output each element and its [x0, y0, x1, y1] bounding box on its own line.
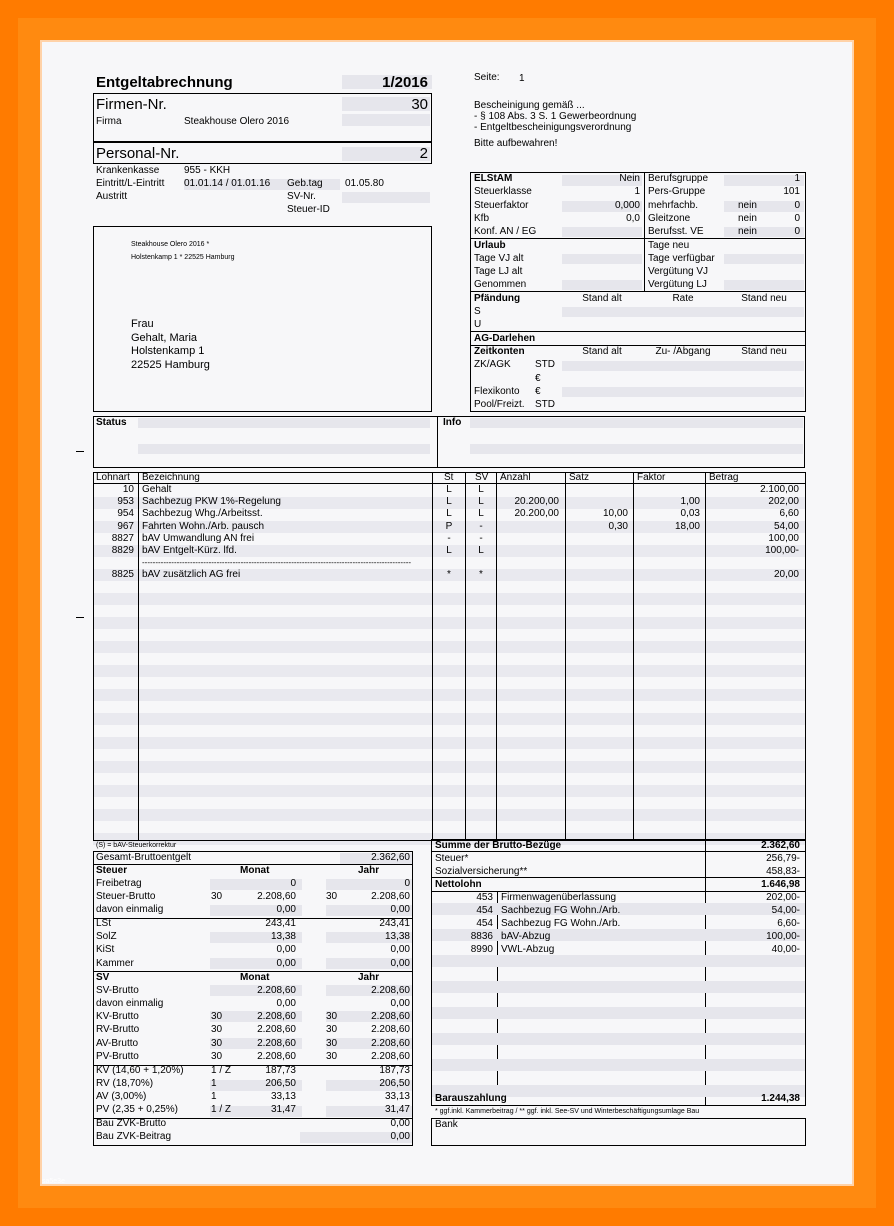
rate: 0,30 [608, 521, 628, 532]
berufsst-a: nein [738, 226, 757, 237]
amount: 6,60 [779, 508, 799, 519]
amount: 202,00 [768, 496, 799, 507]
garnishment-col: Rate [672, 293, 694, 304]
quantity: 20.200,00 [514, 508, 559, 519]
occupation-group-label: Berufsgruppe [648, 173, 709, 184]
tax-amount: 256,79- [766, 853, 800, 864]
sv-flag: - [479, 533, 483, 544]
amount: 100,00- [765, 545, 799, 556]
summary-days: 1 / Z [211, 1104, 232, 1115]
notice-line: - Entgeltbescheinigungsverordnung [474, 122, 632, 133]
firm-name-label: Firma [96, 116, 122, 127]
time-col: Stand neu [741, 346, 787, 357]
page-number: 1 [519, 73, 525, 84]
flexi-label: Flexikonto [474, 386, 520, 397]
sender-line: Steakhouse Olero 2016 * [131, 241, 210, 248]
deduction-label: Sachbezug FG Wohn./Arb. [501, 918, 621, 929]
summary-label: davon einmalig [96, 998, 164, 1009]
zk-label: ZK/AGK [474, 359, 511, 370]
tax-id-label: Steuer-ID [287, 204, 330, 215]
gleitzone-b: 0 [794, 213, 800, 224]
sv-flag: L [478, 508, 484, 519]
deduction-amount: 202,00- [766, 892, 800, 903]
summary-month: 33,13 [270, 1091, 296, 1102]
summary-year: 2.208,60 [371, 1051, 410, 1062]
tax-label: Steuer* [435, 853, 469, 864]
multiple-b: 0 [794, 200, 800, 211]
wage-description: bAV Umwandlung AN frei [142, 533, 255, 544]
summary-year: 0,00 [390, 958, 410, 969]
summary-label: RV (18,70%) [96, 1078, 154, 1089]
summary-year: 0,00 [390, 904, 410, 915]
amount: 20,00 [773, 569, 799, 580]
summary-label: Kammer [96, 958, 134, 969]
deduction-label: Sachbezug FG Wohn./Arb. [501, 905, 621, 916]
amount: 100,00 [768, 533, 799, 544]
row-stripe [432, 1033, 805, 1045]
col-header: Lohnart [96, 472, 130, 483]
health-insurance: 955 - KKH [184, 165, 231, 176]
deduction-amount: 100,00- [766, 931, 800, 942]
tax-head: Steuer [96, 865, 128, 876]
bank-box [431, 1118, 806, 1146]
summary-days: 30 [326, 1024, 338, 1035]
summary-month: 2.208,60 [257, 1051, 296, 1062]
birth-date: 01.05.80 [345, 178, 384, 189]
col-header: Faktor [637, 472, 666, 483]
tax-class-label: Steuerklasse [474, 186, 532, 197]
pool-label: Pool/Freizt. [474, 399, 525, 410]
info-label: Info [443, 417, 462, 428]
watermark: sa5e3e [42, 1178, 65, 1185]
sv-number-label: SV-Nr. [287, 191, 316, 202]
sv-year-head: Jahr [358, 972, 380, 983]
summary-label: SolZ [96, 931, 117, 942]
sv-head: SV [96, 972, 110, 983]
entry-label: Eintritt/L-Eintritt [96, 178, 165, 189]
deduction-amount: 40,00- [771, 944, 800, 955]
gross-total: 2.362,60 [371, 852, 410, 863]
summary-month: 0,00 [276, 998, 296, 1009]
summary-year: 33,13 [384, 1091, 410, 1102]
firm-number: 30 [411, 96, 428, 113]
summary-label: Freibetrag [96, 878, 142, 889]
summary-month: 0,00 [276, 904, 296, 915]
summary-year: 31,47 [384, 1104, 410, 1115]
wage-code: 8827 [111, 533, 134, 544]
summary-days: 30 [211, 891, 223, 902]
recipient-street: Holstenkamp 1 [131, 345, 205, 357]
recipient-salutation: Frau [131, 318, 154, 330]
summary-month: 206,50 [265, 1078, 296, 1089]
summary-month: 2.208,60 [257, 985, 296, 996]
elstam-status: Nein [619, 173, 640, 184]
amount: 54,00 [773, 521, 799, 532]
entry-date: 01.01.14 / 01.01.16 [184, 178, 271, 189]
deduction-code: 453 [476, 892, 493, 903]
firm-number-label: Firmen-Nr. [96, 96, 167, 113]
time-col: Stand alt [582, 346, 622, 357]
vacation-new: Tage neu [648, 240, 690, 251]
personal-number: 2 [419, 145, 428, 162]
summary-label: Steuer-Brutto [96, 891, 156, 902]
year-head: Jahr [358, 865, 380, 876]
notice-line: Bescheinigung gemäß ... [474, 100, 585, 111]
vacation-pay-lj: Vergütung LJ [648, 279, 707, 290]
sender-line: Holstenkamp 1 * 22525 Hamburg [131, 254, 235, 261]
tax-flag: L [446, 508, 452, 519]
vacation-available: Tage verfügbar [648, 253, 715, 264]
tax-flag: L [446, 496, 452, 507]
summary-year: 243,41 [379, 918, 410, 929]
personal-number-label: Personal-Nr. [96, 145, 180, 162]
rate: 10,00 [602, 508, 628, 519]
birth-label: Geb.tag [287, 178, 323, 189]
summary-days: 30 [211, 1051, 223, 1062]
social-label: Sozialversicherung** [435, 866, 528, 877]
gross-sum: 2.362,60 [761, 840, 800, 851]
wage-description: Fahrten Wohn./Arb. pausch [142, 521, 265, 532]
summary-month: 2.208,60 [257, 891, 296, 902]
summary-label: RV-Brutto [96, 1024, 140, 1035]
wage-code: 954 [117, 508, 134, 519]
net-label: Nettolohn [435, 879, 482, 890]
col-header: St [444, 472, 454, 483]
summary-label: Bau ZVK-Beitrag [96, 1131, 172, 1142]
recipient-city: 22525 Hamburg [131, 359, 210, 371]
gleitzone-a: nein [738, 213, 757, 224]
wage-code: 8825 [111, 569, 134, 580]
wage-description: Gehalt [142, 484, 172, 495]
summary-year: 2.208,60 [371, 891, 410, 902]
tax-flag: P [445, 521, 453, 532]
flexi-unit: € [535, 386, 541, 397]
document-title: Entgeltabrechnung [96, 74, 233, 91]
summary-label: KV-Brutto [96, 1011, 139, 1022]
col-header: Satz [569, 472, 590, 483]
summary-days: 1 [211, 1078, 217, 1089]
summary-year: 13,38 [384, 931, 410, 942]
summary-month: 0,00 [276, 944, 296, 955]
kfb: 0,0 [626, 213, 640, 224]
vacation-lj: Tage LJ alt [474, 266, 523, 277]
multiple-a: nein [738, 200, 757, 211]
recipient-name: Gehalt, Maria [131, 332, 198, 344]
sv-flag: L [478, 545, 484, 556]
bank-label: Bank [435, 1119, 458, 1130]
sv-month-head: Monat [240, 972, 270, 983]
summary-label: KV (14,60 + 1,20%) [96, 1065, 184, 1076]
summary-year: 2.208,60 [371, 1038, 410, 1049]
kfb-label: Kfb [474, 213, 490, 224]
period: 1/2016 [382, 74, 428, 91]
footnote-tax: * ggf.inkl. Kammerbeitrag / ** ggf. inkl. See-SV und Winterbeschäftigungsumlage Bau [435, 1108, 700, 1115]
wage-code: 8829 [111, 545, 134, 556]
row-stripe [432, 981, 805, 993]
garnishment-u: U [474, 319, 482, 330]
summary-label: LSt [96, 918, 112, 929]
firm-name: Steakhouse Olero 2016 [184, 116, 290, 127]
sv-flag: - [479, 521, 483, 532]
vacation-pay-vj: Vergütung VJ [648, 266, 709, 277]
col-header: Bezeichnung [142, 472, 200, 483]
summary-month: 2.208,60 [257, 1011, 296, 1022]
summary-year: 2.208,60 [371, 1011, 410, 1022]
social-amount: 458,83- [766, 866, 800, 877]
quantity: 20.200,00 [514, 496, 559, 507]
summary-year: 0,00 [390, 944, 410, 955]
notice-keep: Bitte aufbewahren! [474, 138, 558, 149]
gleitzone-label: Gleitzone [648, 213, 691, 224]
row-stripe [432, 955, 805, 967]
wage-description: Sachbezug Whg./Arbeitsst. [142, 508, 263, 519]
summary-label: PV-Brutto [96, 1051, 139, 1062]
sv-flag: L [478, 496, 484, 507]
summary-days: 1 [211, 1091, 217, 1102]
summary-year: 0 [404, 878, 410, 889]
summary-year: 206,50 [379, 1078, 410, 1089]
summary-year: 0,00 [390, 998, 410, 1009]
deduction-code: 8990 [470, 944, 493, 955]
summary-month: 0 [290, 878, 296, 889]
summary-days: 30 [211, 1011, 223, 1022]
summary-year: 2.208,60 [371, 1024, 410, 1035]
separator-line: ----------------------------------------------------------------------------------------------------- [142, 558, 412, 567]
garnishment-col: Stand neu [741, 293, 787, 304]
summary-label: davon einmalig [96, 904, 164, 915]
gross-total-label: Gesamt-Bruttoentgelt [96, 852, 192, 863]
factor: 0,03 [680, 508, 700, 519]
tax-flag: * [447, 569, 451, 580]
summary-month: 2.208,60 [257, 1024, 296, 1035]
tax-flag: L [446, 484, 452, 495]
summary-year: 187,73 [379, 1065, 410, 1076]
pool-unit: STD [535, 399, 555, 410]
vacation-title: Urlaub [474, 240, 506, 251]
loan-title: AG-Darlehen [474, 333, 536, 344]
garnishment-col: Stand alt [582, 293, 622, 304]
sv-flag: L [478, 484, 484, 495]
tax-flag: L [446, 545, 452, 556]
summary-days: 30 [211, 1038, 223, 1049]
deduction-code: 454 [476, 905, 493, 916]
summary-month: 2.208,60 [257, 1038, 296, 1049]
col-header: SV [475, 472, 489, 483]
zk-eur: € [535, 373, 541, 384]
col-header: Anzahl [500, 472, 531, 483]
summary-month: 243,41 [265, 918, 296, 929]
summary-days: 30 [326, 1038, 338, 1049]
summary-year: 2.208,60 [371, 985, 410, 996]
elstam-title: ELStAM [474, 173, 513, 184]
tax-class: 1 [634, 186, 640, 197]
payout-label: Barauszahlung [435, 1093, 507, 1104]
month-head: Monat [240, 865, 270, 876]
net-amount: 1.646,98 [761, 879, 800, 890]
tax-factor: 0,000 [614, 200, 640, 211]
deduction-amount: 6,60- [777, 918, 800, 929]
person-group-label: Pers-Gruppe [648, 186, 706, 197]
deduction-label: Firmenwagenüberlassung [501, 892, 617, 903]
notice-line: - § 108 Abs. 3 S. 1 Gewerbeordnung [474, 111, 637, 122]
summary-days: 30 [326, 1011, 338, 1022]
summary-label: PV (2,35 + 0,25%) [96, 1104, 178, 1115]
summary-year: 0,00 [390, 1118, 410, 1129]
tax-factor-label: Steuerfaktor [474, 200, 529, 211]
page-label: Seite: [474, 72, 500, 83]
summary-days: 30 [211, 1024, 223, 1035]
row-stripe [432, 1059, 805, 1071]
tax-flag: - [447, 533, 451, 544]
summary-month: 13,38 [270, 931, 296, 942]
multiple-label: mehrfachb. [648, 200, 699, 211]
row-stripe [432, 1007, 805, 1019]
zk-unit: STD [535, 359, 555, 370]
deduction-label: bAV-Abzug [501, 931, 551, 942]
wage-code: 967 [117, 521, 134, 532]
wage-code: 10 [122, 484, 134, 495]
summary-days: 30 [326, 1051, 338, 1062]
vacation-vj: Tage VJ alt [474, 253, 524, 264]
wage-code: 953 [117, 496, 134, 507]
summary-year: 0,00 [390, 1131, 410, 1142]
amount: 2.100,00 [760, 484, 799, 495]
summary-month: 31,47 [270, 1104, 296, 1115]
garnishment-s: S [474, 306, 481, 317]
sv-flag: * [479, 569, 483, 580]
summary-label: AV-Brutto [96, 1038, 139, 1049]
wage-description: bAV zusätzlich AG frei [142, 569, 241, 580]
factor: 1,00 [680, 496, 700, 507]
summary-label: AV (3,00%) [96, 1091, 147, 1102]
berufsst-label: Berufsst. VE [648, 226, 704, 237]
wage-description: Sachbezug PKW 1%-Regelung [142, 496, 281, 507]
summary-label: KiSt [96, 944, 115, 955]
payout-amount: 1.244,38 [761, 1093, 800, 1104]
summary-label: SV-Brutto [96, 985, 139, 996]
deduction-label: VWL-Abzug [501, 944, 555, 955]
factor: 18,00 [674, 521, 700, 532]
time-accounts-title: Zeitkonten [474, 346, 525, 357]
berufsst-b: 0 [794, 226, 800, 237]
vacation-taken: Genommen [474, 279, 527, 290]
exit-label: Austritt [96, 191, 128, 202]
deduction-code: 454 [476, 918, 493, 929]
status-label: Status [96, 417, 127, 428]
footnote-bav: (S) = bAV-Steuerkorrektur [96, 842, 177, 849]
occupation-group: 1 [794, 173, 800, 184]
summary-month: 187,73 [265, 1065, 296, 1076]
summary-label: Bau ZVK-Brutto [96, 1118, 167, 1129]
deduction-code: 8836 [470, 931, 493, 942]
col-header: Betrag [709, 472, 739, 483]
wage-description: bAV Entgelt-Kürz. lfd. [142, 545, 237, 556]
garnishment-title: Pfändung [474, 293, 521, 304]
person-group: 101 [783, 186, 800, 197]
summary-days: 1 / Z [211, 1065, 232, 1076]
summary-month: 0,00 [276, 958, 296, 969]
health-insurance-label: Krankenkasse [96, 165, 160, 176]
time-col: Zu- /Abgang [655, 346, 711, 357]
gross-sum-label: Summe der Brutto-Bezüge [435, 840, 562, 851]
deduction-amount: 54,00- [771, 905, 800, 916]
summary-days: 30 [326, 891, 338, 902]
konf-label: Konf. AN / EG [474, 226, 537, 237]
